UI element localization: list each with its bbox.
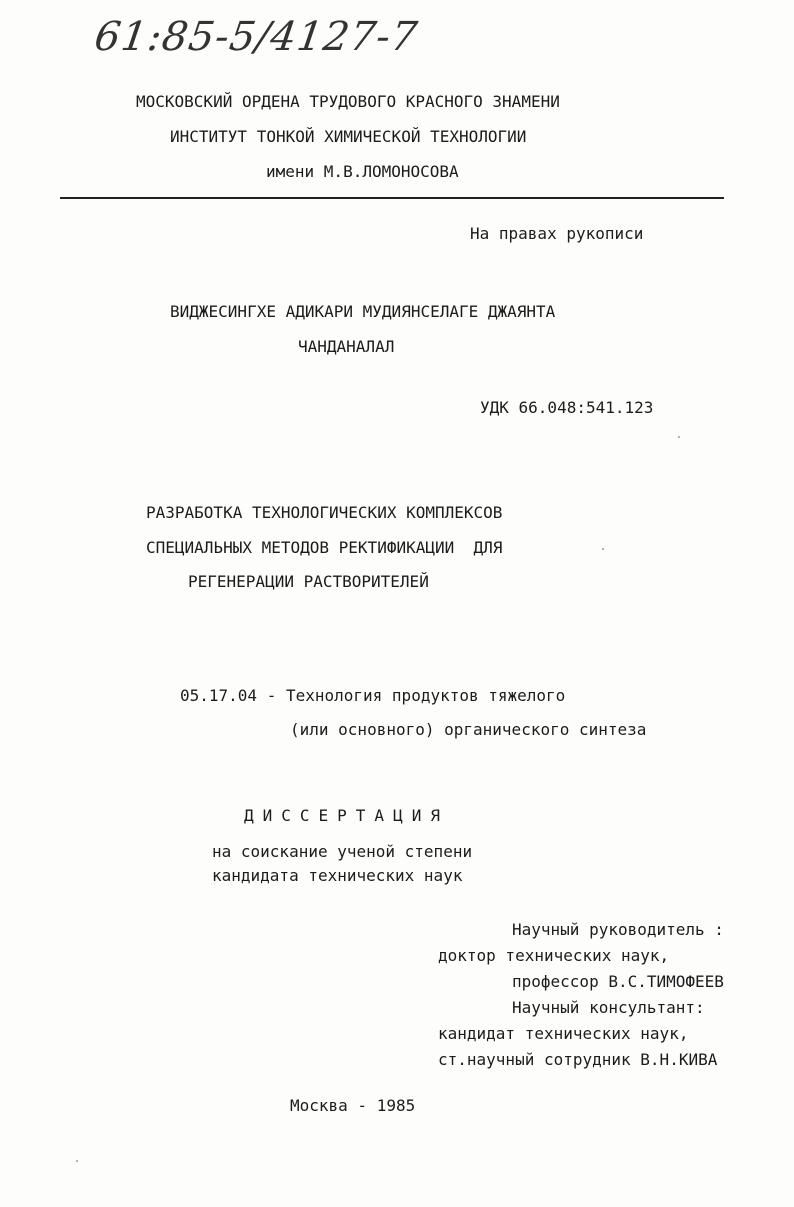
specialty-line-2: (или основного) органического синтеза [290,720,647,739]
udc-code: УДК 66.048:541.123 [480,398,654,417]
degree-line-1: на соискание ученой степени [212,842,473,861]
scan-speck [76,1160,78,1162]
consultant-line-1: Научный консультант: [512,998,705,1017]
scan-speck [678,436,680,438]
institution-line-1: МОСКОВСКИЙ ОРДЕНА ТРУДОВОГО КРАСНОГО ЗНАМЕНИ [136,92,560,111]
advisor-line-1: Научный руководитель : [512,920,724,939]
title-line-1: РАЗРАБОТКА ТЕХНОЛОГИЧЕСКИХ КОМПЛЕКСОВ [146,503,503,522]
manuscript-rights: На правах рукописи [470,224,644,243]
archive-number-handwritten: 61:85-5/4127-7 [91,14,421,60]
specialty-line-1: 05.17.04 - Технология продуктов тяжелого [180,686,566,705]
dissertation-heading: ДИССЕРТАЦИЯ [244,806,449,825]
scan-speck [602,548,604,550]
title-line-2: СПЕЦИАЛЬНЫХ МЕТОДОВ РЕКТИФИКАЦИИ ДЛЯ [146,538,503,557]
advisor-line-2: доктор технических наук, [438,946,670,965]
consultant-line-2: кандидат технических наук, [438,1024,689,1043]
degree-line-2: кандидата технических наук [212,866,463,885]
header-divider [60,197,724,199]
consultant-line-3: ст.научный сотрудник В.Н.КИВА [438,1050,718,1069]
author-name-line-2: ЧАНДАНАЛАЛ [298,337,395,356]
institution-line-2: ИНСТИТУТ ТОНКОЙ ХИМИЧЕСКОЙ ТЕХНОЛОГИИ [170,127,527,146]
author-name-line-1: ВИДЖЕСИНГХЕ АДИКАРИ МУДИЯНСЕЛАГЕ ДЖАЯНТА [170,302,556,321]
city-year: Москва - 1985 [290,1096,416,1115]
institution-line-3: имени М.В.ЛОМОНОСОВА [266,162,459,181]
advisor-line-3: профессор В.С.ТИМОФЕЕВ [512,972,724,991]
title-line-3: РЕГЕНЕРАЦИИ РАСТВОРИТЕЛЕЙ [188,572,429,591]
